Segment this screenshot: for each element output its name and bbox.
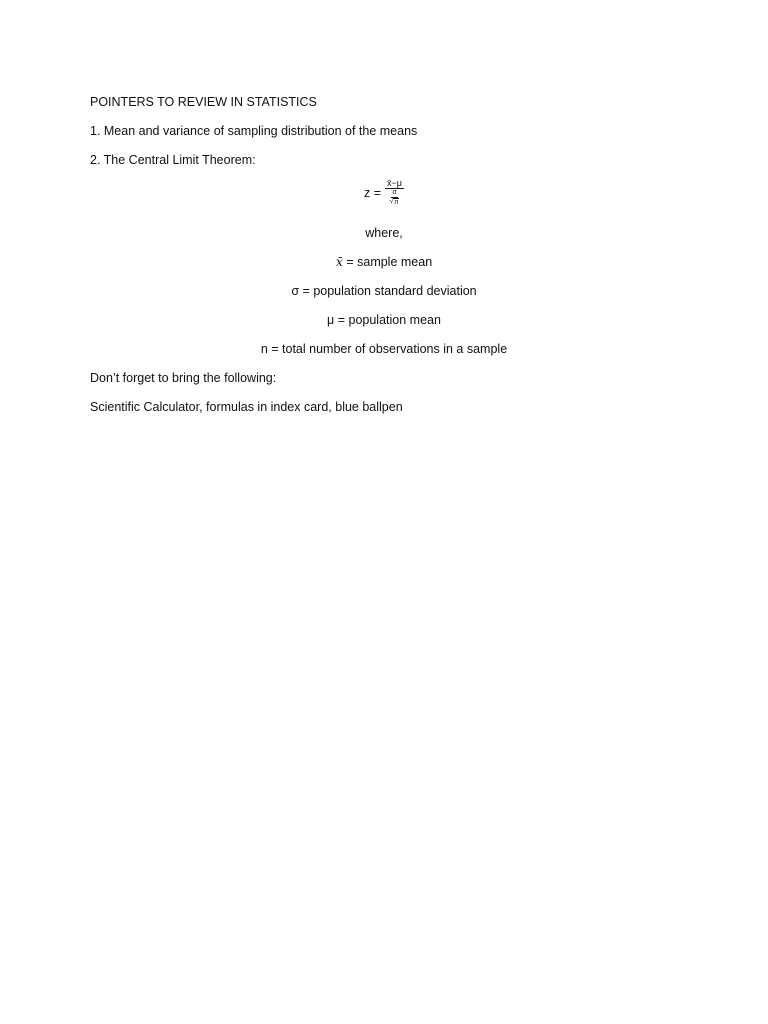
definition-sample-size: n = total number of observations in a sample <box>260 342 508 356</box>
formula-denominator-sigma: σ <box>392 189 397 196</box>
reminder-heading: Don’t forget to bring the following: <box>90 371 277 385</box>
formula-fraction <box>385 178 404 207</box>
document-title: POINTERS TO REVIEW IN STATISTICS <box>90 95 317 109</box>
item-central-limit-theorem: 2. The Central Limit Theorem: <box>90 153 256 167</box>
formula-sqrt-n <box>390 198 400 207</box>
where-label: where, <box>365 226 403 240</box>
reminder-items: Scientific Calculator, formulas in index card, blue ballpen <box>90 400 403 414</box>
item-mean-variance: 1. Mean and variance of sampling distribution of the means <box>90 124 418 138</box>
definition-population-mean: μ = population mean <box>327 313 441 327</box>
formula-lhs: z = <box>364 185 382 200</box>
formula-numerator: x̄−μ <box>387 178 402 188</box>
sqrt-symbol: √ <box>389 198 394 205</box>
definition-sample-mean <box>0 254 768 270</box>
formula-denominator <box>390 189 400 207</box>
z-score-formula <box>0 178 768 214</box>
sqrt-radicand: n <box>394 199 399 206</box>
definition-population-sd: σ = population standard deviation <box>291 284 477 298</box>
definition-sample-mean-text: = sample mean <box>342 255 433 269</box>
xbar-symbol: x̄ <box>335 254 343 269</box>
